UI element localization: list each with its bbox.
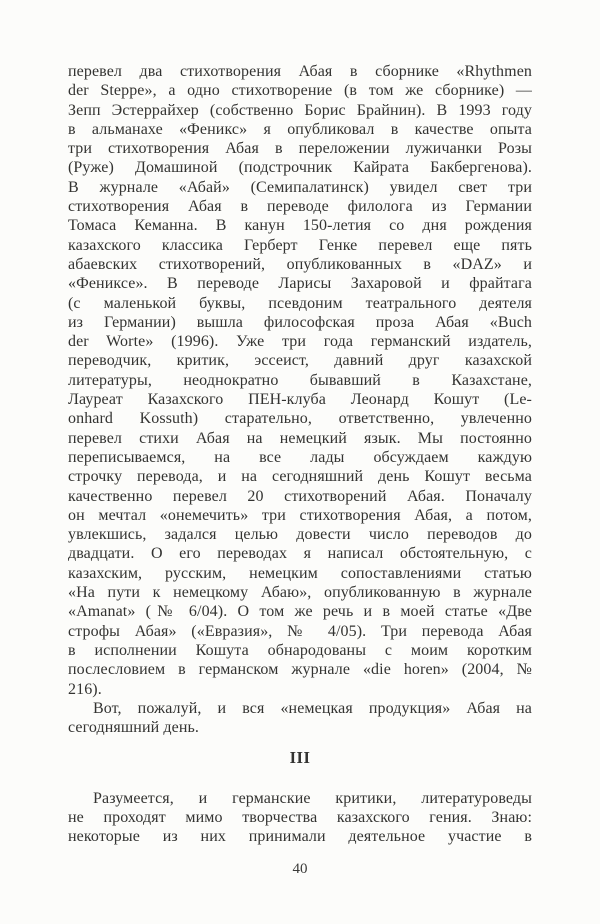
paragraph xyxy=(68,62,532,699)
text-line: он мечтал «онемечить» три стихотворения Абая, а потом, xyxy=(68,506,532,524)
text-line: «Amanat» (№ 6/04). О том же речь и в моей статье «Две xyxy=(68,603,532,621)
text-line: в альманахе «Феникс» я опубликовал в качестве опыта xyxy=(68,120,532,138)
text-line: Разумеется, и германские критики, литературоведы xyxy=(93,789,532,807)
text-line: из Германии) вышла философская проза Абая «Buch xyxy=(68,313,532,331)
text-line: «Фениксе». В переводе Ларисы Захаровой и фрайтага xyxy=(68,275,532,293)
text-line: послесловием в германском журнале «die horen» (2004, № xyxy=(68,661,532,679)
text-line: переписываемся, на все лады обсуждаем каждую xyxy=(68,448,532,466)
text-line: перевел стихи Абая на немецкий язык. Мы постоянно xyxy=(68,429,532,447)
text-line: увлекшись, задался целью довести число переводов до xyxy=(68,526,532,544)
text-line: 216). xyxy=(68,680,102,698)
text-line: стихотворения Абая в переводе филолога из Германии xyxy=(68,198,532,216)
text-line: (Руже) Домашиной (подстрочник Кайрата Бакбергенова). xyxy=(68,159,532,177)
page-number: 40 xyxy=(292,860,308,877)
text-line: переводчик, критик, эссеист, давний друг казахской xyxy=(68,352,532,370)
text-line: некоторые из них принимали деятельное участие в xyxy=(68,828,532,846)
text-line: der Steppe», а одно стихотворение (в том же сборнике) — xyxy=(68,82,532,100)
text-line: двадцати. О его переводах я написал обстоятельную, с xyxy=(68,545,532,563)
text-line: казахского классика Герберт Генке перевел еще пять xyxy=(68,236,532,254)
text-line: казахским, русским, немецким сопоставлениями статью xyxy=(68,564,532,582)
text-line: Лауреат Казахского ПЕН-клуба Леонард Кошут (Le- xyxy=(68,391,532,409)
text-line: Зепп Эстеррайхер (собственно Борис Брайнин). В 1993 году xyxy=(68,101,532,119)
page-body xyxy=(68,62,532,847)
text-line: Томаса Кеманна. В канун 150-летия со дня рождения xyxy=(68,217,532,235)
text-line: перевел два стихотворения Абая в сборнике «Rhythmen xyxy=(68,63,532,80)
text-line: в исполнении Кошута обнародованы с моим коротким xyxy=(68,641,532,659)
paragraph xyxy=(68,789,532,847)
text-line: «На пути к немецкому Абаю», опубликованную в журнале xyxy=(68,584,532,602)
text-line: сегодняшний день. xyxy=(68,719,199,737)
text-line: качественно перевел 20 стихотворений Абая. Поначалу xyxy=(68,487,532,505)
text-line: три стихотворения Абая в переложении лужичанки Розы xyxy=(68,140,532,158)
text-line: абаевских стихотворений, опубликованных в «DAZ» и xyxy=(68,255,532,273)
text-line: не проходят мимо творчества казахского гения. Знаю: xyxy=(68,808,532,826)
text-line: onhard Kossuth) старательно, ответственно, увлеченно xyxy=(68,410,532,428)
section-heading: III xyxy=(289,748,311,768)
text-line: строчку перевода, и на сегодняшний день Кошут весьма xyxy=(68,468,532,486)
text-line: В журнале «Абай» (Семипалатинск) увидел свет три xyxy=(68,178,532,196)
text-line: литературы, неоднократно бывавший в Казахстане, xyxy=(68,371,532,389)
text-line: строфы Абая» («Евразия», № 4/05). Три перевода Абая xyxy=(68,622,532,640)
text-line: Вот, пожалуй, и вся «немецкая продукция» Абая на xyxy=(93,699,532,717)
paragraph xyxy=(68,699,532,738)
text-line: (с маленькой буквы, псевдоним театрального деятеля xyxy=(68,294,532,312)
text-line: der Worte» (1996). Уже три года германский издатель, xyxy=(68,333,532,351)
